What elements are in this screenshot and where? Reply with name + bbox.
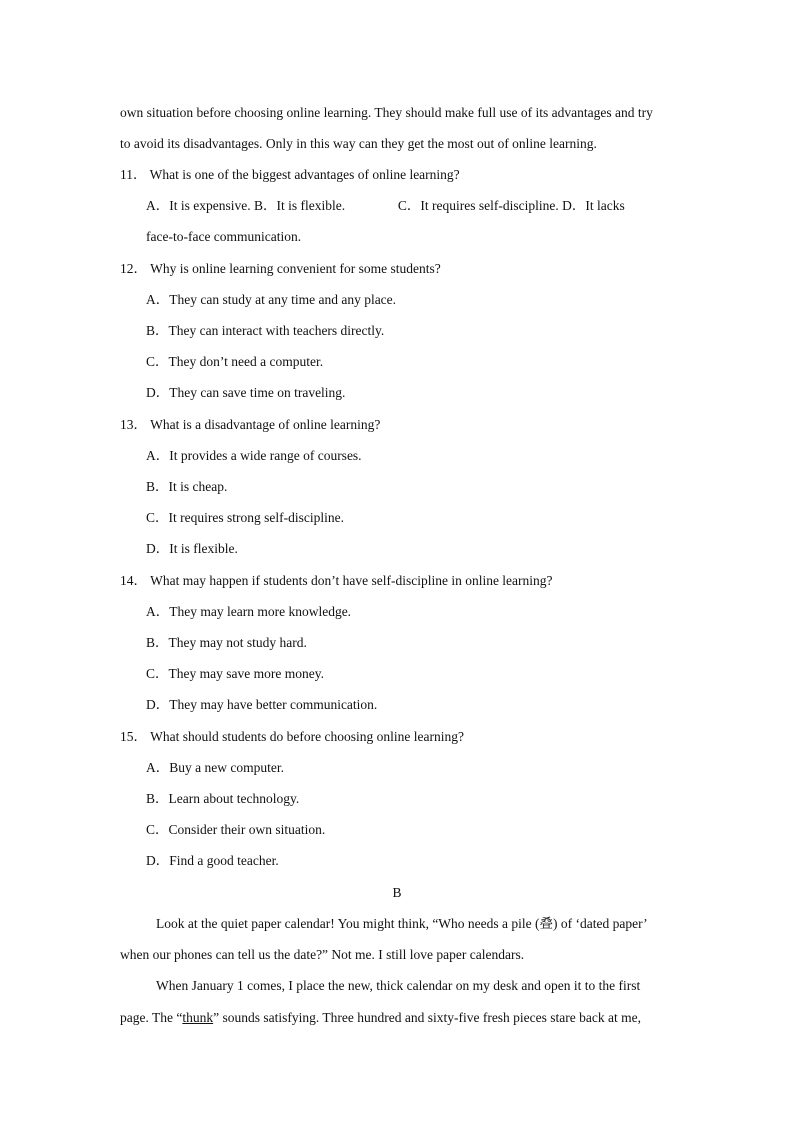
question-stem: What is one of the biggest advantages of online learning?: [149, 167, 460, 182]
option-a: A．They can study at any time and any place.: [146, 292, 397, 307]
question-number: 11．: [120, 167, 147, 182]
section-heading: B: [392, 885, 402, 900]
question-13: [120, 416, 380, 434]
question-number: 14．: [120, 573, 147, 588]
paragraph-line: page. The “thunk” sounds satisfying. Three hundred and sixty-five fresh pieces stare back at me,: [120, 1010, 641, 1025]
option-a: A．It provides a wide range of courses.: [146, 448, 362, 463]
option-d: D．Find a good teacher.: [146, 853, 279, 868]
paragraph-line: When January 1 comes, I place the new, thick calendar on my desk and open it to the first: [156, 978, 641, 993]
option-c: C．They don’t need a computer.: [146, 354, 324, 369]
question-number: 12．: [120, 261, 147, 276]
question-11: [120, 166, 460, 184]
question-stem: What is a disadvantage of online learning?: [150, 417, 381, 432]
option-b: B．They can interact with teachers directly.: [146, 323, 385, 338]
option-a: A．They may learn more knowledge.: [146, 604, 352, 619]
option-a: A．Buy a new computer.: [146, 760, 284, 775]
option-d: D．They can save time on traveling.: [146, 385, 346, 400]
passage-line: to avoid its disadvantages. Only in this way can they get the most out of online learning.: [120, 136, 597, 151]
question-number: 15．: [120, 729, 147, 744]
option-b: B．Learn about technology.: [146, 791, 300, 806]
option-d-continuation: face-to-face communication.: [146, 229, 302, 244]
question-stem: What may happen if students don’t have self-discipline in online learning?: [150, 573, 553, 588]
paragraph-line: when our phones can tell us the date?” Not me. I still love paper calendars.: [120, 947, 525, 962]
question-11-options-row: [146, 197, 625, 215]
option-c: C．Consider their own situation.: [146, 822, 326, 837]
option-d: D．They may have better communication.: [146, 697, 378, 712]
question-15: [120, 728, 464, 746]
option-a: A．It is expensive.: [146, 198, 251, 213]
option-b: B．It is cheap.: [146, 479, 228, 494]
question-12: [120, 260, 441, 278]
question-number: 13．: [120, 417, 147, 432]
option-c: C．It requires strong self-discipline.: [146, 510, 344, 525]
underlined-word: thunk: [182, 1010, 214, 1025]
option-d: D．It is flexible.: [146, 541, 238, 556]
question-stem: Why is online learning convenient for some students?: [150, 261, 441, 276]
option-d: D．It lacks: [562, 198, 625, 213]
passage-line: own situation before choosing online learning. They should make full use of its advantages and try: [120, 105, 653, 120]
question-stem: What should students do before choosing online learning?: [150, 729, 464, 744]
option-c: C．It requires self-discipline.: [397, 198, 559, 213]
option-b: B．They may not study hard.: [146, 635, 307, 650]
option-c: C．They may save more money.: [146, 666, 324, 681]
paragraph-line: Look at the quiet paper calendar! You might think, “Who needs a pile (叠) of ‘dated paper’: [156, 916, 648, 931]
option-b: B．It is flexible.: [253, 198, 346, 213]
question-14: [120, 572, 553, 590]
